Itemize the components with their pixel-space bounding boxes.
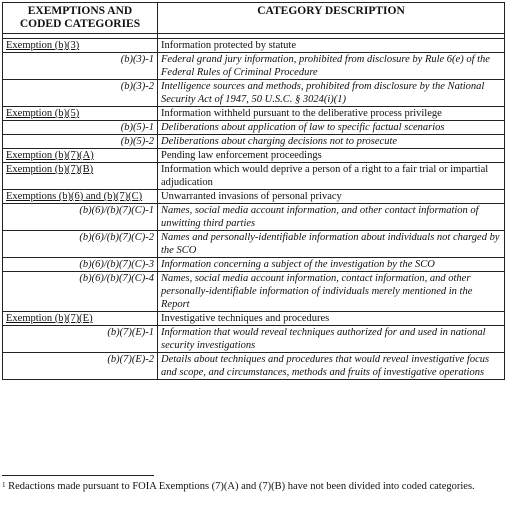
- category-description-cell: Investigative techniques and procedures: [158, 312, 505, 326]
- exemption-cell: Exemption (b)(7)(B): [3, 163, 158, 190]
- coded-category-cell: (b)(6)/(b)(7)(C)-2: [3, 231, 158, 258]
- exemption-cell: Exemptions (b)(6) and (b)(7)(C): [3, 190, 158, 204]
- category-description-cell: Information concerning a subject of the investigation by the SCO: [158, 258, 505, 272]
- table-row: [3, 163, 505, 190]
- table-row: [3, 353, 505, 380]
- exemption-cell: Exemption (b)(3): [3, 39, 158, 53]
- footnote-text: Redactions made pursuant to FOIA Exemptions (7)(A) and (7)(B) have not been divided into coded categories.: [8, 481, 475, 492]
- table-row: [3, 149, 505, 163]
- category-description-cell: Information that would reveal techniques authorized for and used in national security investigations: [158, 326, 505, 353]
- coded-category-cell: (b)(6)/(b)(7)(C)-3: [3, 258, 158, 272]
- coded-category-cell: (b)(3)-2: [3, 80, 158, 107]
- category-description-cell: Deliberations about application of law to specific factual scenarios: [158, 121, 505, 135]
- category-description-cell: Information withheld pursuant to the deliberative process privilege: [158, 107, 505, 121]
- exemption-cell: Exemption (b)(5): [3, 107, 158, 121]
- header-exemptions: EXEMPTIONS AND CODED CATEGORIES: [3, 3, 158, 34]
- category-description-cell: Pending law enforcement proceedings: [158, 149, 505, 163]
- header-category-description: CATEGORY DESCRIPTION: [158, 3, 505, 34]
- category-description-cell: Intelligence sources and methods, prohibited from disclosure by the National Security Act of 1947, 50 U.S.C. § 3024(i)(1): [158, 80, 505, 107]
- coded-category-cell: (b)(5)-1: [3, 121, 158, 135]
- table-row: [3, 121, 505, 135]
- table-row: [3, 326, 505, 353]
- table-row: [3, 80, 505, 107]
- category-description-cell: Details about techniques and procedures that would reveal investigative focus and scope, and circumstances, methods and fruits of investigative operations: [158, 353, 505, 380]
- table-row: [3, 204, 505, 231]
- table-row: [3, 39, 505, 53]
- footnote-marker: 1: [2, 481, 6, 489]
- category-description-cell: Names and personally-identifiable information about individuals not charged by the SCO: [158, 231, 505, 258]
- exemptions-table: [2, 2, 505, 380]
- table-row: [3, 312, 505, 326]
- category-description-cell: Information which would deprive a person of a right to a fair trial or impartial adjudication: [158, 163, 505, 190]
- coded-category-cell: (b)(7)(E)-2: [3, 353, 158, 380]
- category-description-cell: Names, social media account information, and other contact information of unwitting third parties: [158, 204, 505, 231]
- coded-category-cell: (b)(3)-1: [3, 53, 158, 80]
- category-description-cell: Unwarranted invasions of personal privacy: [158, 190, 505, 204]
- table-row: [3, 190, 505, 204]
- exemption-cell: Exemption (b)(7)(E): [3, 312, 158, 326]
- table-header-row: [3, 3, 505, 34]
- table-row: [3, 258, 505, 272]
- category-description-cell: Federal grand jury information, prohibited from disclosure by Rule 6(e) of the Federal Rules of Criminal Procedure: [158, 53, 505, 80]
- table-row: [3, 135, 505, 149]
- coded-category-cell: (b)(5)-2: [3, 135, 158, 149]
- table-body: [3, 39, 505, 380]
- category-description-cell: Information protected by statute: [158, 39, 505, 53]
- table-row: [3, 107, 505, 121]
- coded-category-cell: (b)(7)(E)-1: [3, 326, 158, 353]
- footnote-divider: [2, 475, 154, 476]
- category-description-cell: Names, social media account information, contact information, and other personally-identifiable information of individuals merely mentioned in the Report: [158, 272, 505, 312]
- exemptions-document: [2, 2, 504, 380]
- category-description-cell: Deliberations about charging decisions not to prosecute: [158, 135, 505, 149]
- exemption-cell: Exemption (b)(7)(A): [3, 149, 158, 163]
- table-row: [3, 272, 505, 312]
- coded-category-cell: (b)(6)/(b)(7)(C)-1: [3, 204, 158, 231]
- table-row: [3, 231, 505, 258]
- coded-category-cell: (b)(6)/(b)(7)(C)-4: [3, 272, 158, 312]
- table-row: [3, 53, 505, 80]
- footnote: [2, 480, 502, 493]
